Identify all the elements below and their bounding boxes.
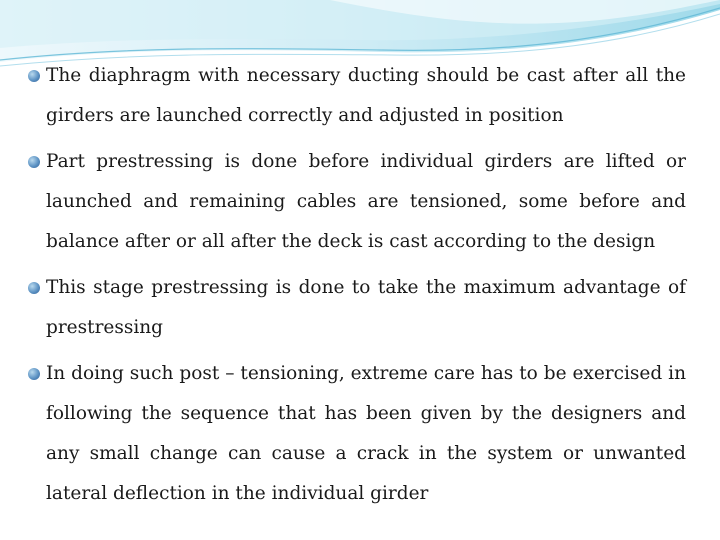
bullet-text: This stage prestressing is done to take the maximum advantage of prestressing [46, 277, 686, 338]
bullet-text: The diaphragm with necessary ducting should be cast after all the girders are launched correctly and adjusted in position [46, 65, 686, 126]
bullet-item [26, 56, 686, 136]
bullet-item [26, 354, 686, 514]
bullet-text: In doing such post – tensioning, extreme care has to be exercised in following the sequence that has been given by the designers and any small change can cause a crack in the system or unwanted lateral deflection in the individual girder [46, 363, 686, 504]
bullet-text: Part prestressing is done before individual girders are lifted or launched and remaining cables are tensioned, some before and balance after or all after the deck is cast according to the design [46, 151, 686, 252]
bullet-item [26, 268, 686, 348]
bullet-list [26, 56, 686, 520]
bullet-dot-icon [28, 368, 40, 380]
bullet-item [26, 142, 686, 262]
bullet-dot-icon [28, 282, 40, 294]
bullet-dot-icon [28, 156, 40, 168]
bullet-dot-icon [28, 70, 40, 82]
